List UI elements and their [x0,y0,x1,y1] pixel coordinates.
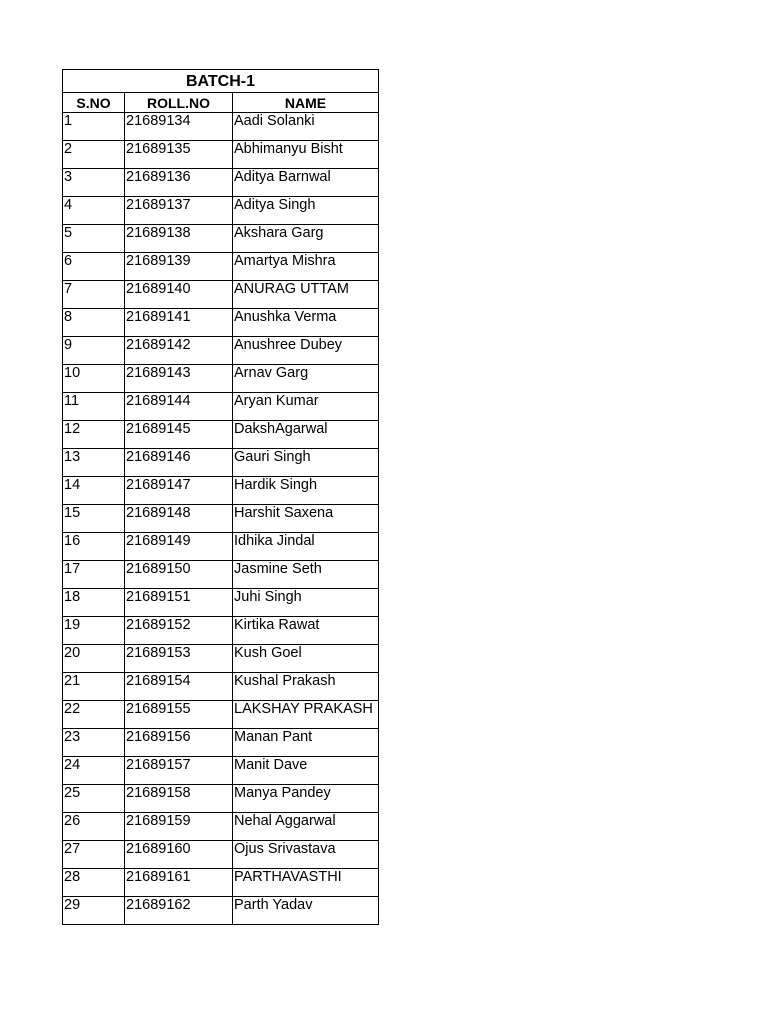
cell-roll-no: 21689153 [125,645,233,673]
table-row [63,757,379,785]
cell-name-text: Aadi Solanki [234,113,315,129]
table-row [63,617,379,645]
cell-name [233,421,379,449]
cell-name-text: Parth Yadav [234,897,313,913]
cell-roll-no: 21689144 [125,393,233,421]
cell-name-text: Jasmine Seth [234,561,322,577]
table-body [63,113,379,925]
cell-roll-no: 21689135 [125,141,233,169]
cell-sno: 11 [63,393,125,421]
table-row [63,785,379,813]
cell-name [233,477,379,505]
cell-sno: 1 [63,113,125,141]
cell-sno: 8 [63,309,125,337]
table-row [63,421,379,449]
cell-name [233,309,379,337]
cell-name-text: Anushree Dubey [234,337,343,353]
table-row [63,337,379,365]
cell-name [233,365,379,393]
cell-roll-no: 21689149 [125,533,233,561]
table-row [63,729,379,757]
cell-sno: 6 [63,253,125,281]
cell-sno: 18 [63,589,125,617]
table-row [63,141,379,169]
table-row [63,449,379,477]
cell-roll-no: 21689150 [125,561,233,589]
cell-name [233,337,379,365]
cell-sno: 13 [63,449,125,477]
table-row [63,281,379,309]
cell-roll-no: 21689146 [125,449,233,477]
table-row [63,673,379,701]
cell-name-text: LAKSHAY PRAKASH [234,701,373,717]
cell-name [233,701,379,729]
cell-sno: 2 [63,141,125,169]
cell-sno: 28 [63,869,125,897]
cell-roll-no: 21689147 [125,477,233,505]
cell-name [233,813,379,841]
cell-name-text: Arnav Garg [234,365,309,381]
cell-roll-no: 21689152 [125,617,233,645]
table-row [63,197,379,225]
cell-sno: 4 [63,197,125,225]
cell-roll-no: 21689160 [125,841,233,869]
cell-name [233,645,379,673]
cell-name-text: Manit Dave [234,757,308,773]
cell-name [233,589,379,617]
table-row [63,561,379,589]
cell-roll-no: 21689136 [125,169,233,197]
cell-name-text: Akshara Garg [234,225,324,241]
cell-sno: 23 [63,729,125,757]
cell-roll-no: 21689162 [125,897,233,925]
table-row [63,897,379,925]
cell-name [233,253,379,281]
cell-name-text: Hardik Singh [234,477,318,493]
cell-roll-no: 21689137 [125,197,233,225]
table-row [63,813,379,841]
cell-name-text: Kushal Prakash [234,673,336,689]
cell-sno: 3 [63,169,125,197]
table-row [63,365,379,393]
cell-name [233,225,379,253]
cell-name [233,169,379,197]
cell-name-text: Manan Pant [234,729,313,745]
cell-roll-no: 21689145 [125,421,233,449]
cell-name-text: Abhimanyu Bisht [234,141,343,157]
cell-roll-no: 21689141 [125,309,233,337]
cell-name [233,197,379,225]
cell-roll-no: 21689156 [125,729,233,757]
cell-roll-no: 21689159 [125,813,233,841]
cell-name-text: ANURAG UTTAM [234,281,349,297]
cell-name [233,505,379,533]
cell-sno: 12 [63,421,125,449]
cell-name-text: Manya Pandey [234,785,331,801]
cell-roll-no: 21689134 [125,113,233,141]
table-row [63,701,379,729]
table-row [63,841,379,869]
cell-name [233,729,379,757]
cell-sno: 21 [63,673,125,701]
cell-name-text: Ojus Srivastava [234,841,336,857]
cell-name [233,841,379,869]
cell-name-text: Harshit Saxena [234,505,334,521]
cell-sno: 20 [63,645,125,673]
cell-roll-no: 21689143 [125,365,233,393]
table-row [63,253,379,281]
cell-roll-no: 21689161 [125,869,233,897]
cell-name-text: Amartya Mishra [234,253,336,269]
cell-sno: 14 [63,477,125,505]
table-row [63,533,379,561]
cell-name-text: Nehal Aggarwal [234,813,336,829]
cell-sno: 24 [63,757,125,785]
table-row [63,505,379,533]
cell-roll-no: 21689138 [125,225,233,253]
cell-sno: 25 [63,785,125,813]
cell-sno: 26 [63,813,125,841]
header-name: NAME [233,93,379,113]
cell-name [233,281,379,309]
cell-roll-no: 21689139 [125,253,233,281]
table-row [63,225,379,253]
cell-name [233,673,379,701]
cell-sno: 16 [63,533,125,561]
cell-sno: 19 [63,617,125,645]
cell-sno: 7 [63,281,125,309]
table-row [63,309,379,337]
cell-name-text: Juhi Singh [234,589,302,605]
cell-sno: 10 [63,365,125,393]
header-sno: S.NO [63,93,125,113]
cell-name [233,617,379,645]
cell-name-text: Aditya Barnwal [234,169,331,185]
cell-sno: 5 [63,225,125,253]
cell-name [233,113,379,141]
batch-table [62,69,379,925]
cell-sno: 29 [63,897,125,925]
table-row [63,589,379,617]
cell-name-text: Aditya Singh [234,197,316,213]
cell-name [233,533,379,561]
table-row [63,477,379,505]
cell-name [233,393,379,421]
cell-name-text: PARTHAVASTHI [234,869,342,885]
cell-roll-no: 21689151 [125,589,233,617]
cell-name-text: Kirtika Rawat [234,617,320,633]
cell-name-text: Kush Goel [234,645,302,661]
cell-sno: 22 [63,701,125,729]
cell-name [233,561,379,589]
cell-roll-no: 21689140 [125,281,233,309]
cell-roll-no: 21689155 [125,701,233,729]
cell-sno: 9 [63,337,125,365]
table-row [63,869,379,897]
header-roll-no: ROLL.NO [125,93,233,113]
table-row [63,169,379,197]
cell-roll-no: 21689157 [125,757,233,785]
cell-name-text: Gauri Singh [234,449,311,465]
batch-title: BATCH-1 [63,70,379,93]
cell-roll-no: 21689158 [125,785,233,813]
cell-name [233,869,379,897]
cell-roll-no: 21689142 [125,337,233,365]
cell-roll-no: 21689148 [125,505,233,533]
cell-sno: 17 [63,561,125,589]
cell-name [233,785,379,813]
table-row [63,393,379,421]
cell-name-text: Anushka Verma [234,309,337,325]
cell-sno: 27 [63,841,125,869]
cell-name [233,141,379,169]
table-row [63,645,379,673]
cell-name [233,449,379,477]
cell-name [233,897,379,925]
cell-sno: 15 [63,505,125,533]
table-row [63,113,379,141]
cell-name-text: DakshAgarwal [234,421,328,437]
cell-name-text: Idhika Jindal [234,533,315,549]
cell-roll-no: 21689154 [125,673,233,701]
cell-name [233,757,379,785]
cell-name-text: Aryan Kumar [234,393,319,409]
